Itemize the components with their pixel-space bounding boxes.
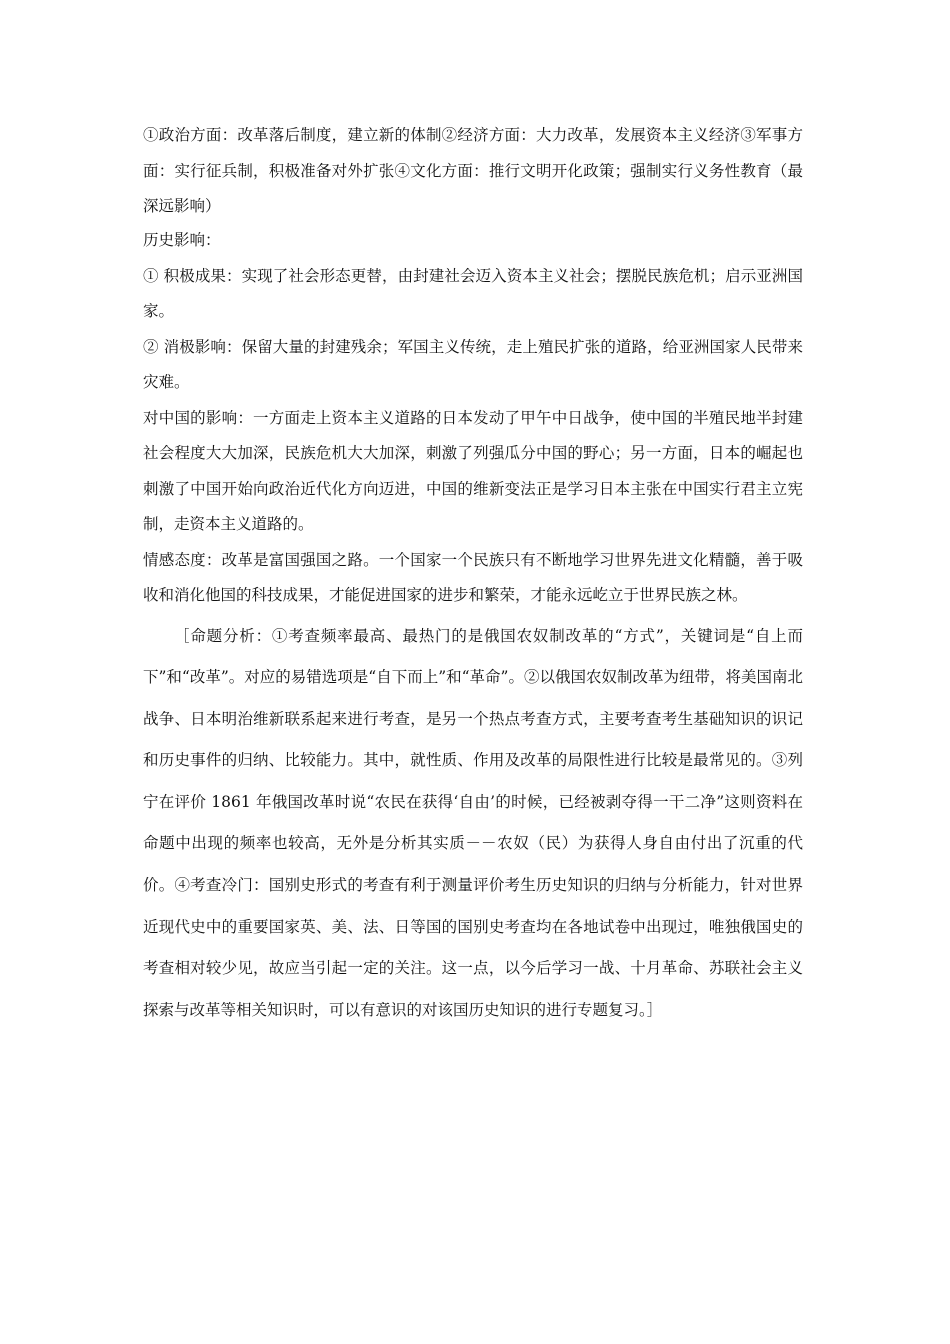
emotional-attitude-paragraph: 情感态度：改革是富国强国之路。一个国家一个民族只有不断地学习世界先进文化精髓，善于吸收和消化他国的科技成果，才能促进国家的进步和繁荣，才能永远屹立于世界民族之林。 xyxy=(143,550,803,604)
impact-on-china-paragraph: 对中国的影响：一方面走上资本主义道路的日本发动了甲午中日战争，使中国的半殖民地半封建社会程度大大加深，民族危机大大加深，刺激了列强瓜分中国的野心；另一方面，日本的崛起也刺激了中国开始向政治近代化方向迈进，中国的维新变法正是学习日本主张在中国实行君主立宪制，走资本主义道路的。 xyxy=(143,408,803,533)
negative-impact-paragraph: ② 消极影响：保留大量的封建残余；军国主义传统，走上殖民扩张的道路，给亚洲国家人民带来灾难。 xyxy=(143,337,803,391)
exam-analysis-paragraph: ［命题分析：①考查频率最高、最热门的是俄国农奴制改革的“方式”，关键词是“自上而下”和“改革”。对应的易错选项是“自下而上”和“革命”。②以俄国农奴制改革为纽带，将美国南北战争、日本明治维新联系起来进行考查，是另一个热点考查方式，主要考查考生基础知识的识记和历史事件的归纳、比较能力。其中，就性质、作用及改革的局限性进行比较是最常见的。③列宁在评价 1861 年俄国改革时说“农民在获得‘自由’的时候，已经被剥夺得一干二净”这则资料在命题中出现的频率也较高，无外是分析其实质－－农奴（民）为获得人身自由付出了沉重的代价。④考查冷门：国别史形式的考查有利于测量评价考生历史知识的归纳与分析能力，针对世界近现代史中的重要国家英、美、法、日等国的国别史考查均在各地试卷中出现过，唯独俄国史的考查相对较少见，故应当引起一定的关注。这一点，以今后学习一战、十月革命、苏联社会主义探索与改革等相关知识时，可以有意识的对该国历史知识的进行专题复习。］ xyxy=(143,626,803,1019)
positive-results-paragraph: ① 积极成果：实现了社会形态更替，由封建社会迈入资本主义社会；摆脱民族危机；启示亚洲国家。 xyxy=(143,266,803,320)
historical-impact-heading: 历史影响： xyxy=(143,230,221,249)
document-body xyxy=(143,118,803,1031)
reform-measures-paragraph: ①政治方面：改革落后制度，建立新的体制②经济方面：大力改革，发展资本主义经济③军事方面：实行征兵制，积极准备对外扩张④文化方面：推行文明开化政策；强制实行义务性教育（最深远影响） xyxy=(143,126,803,215)
